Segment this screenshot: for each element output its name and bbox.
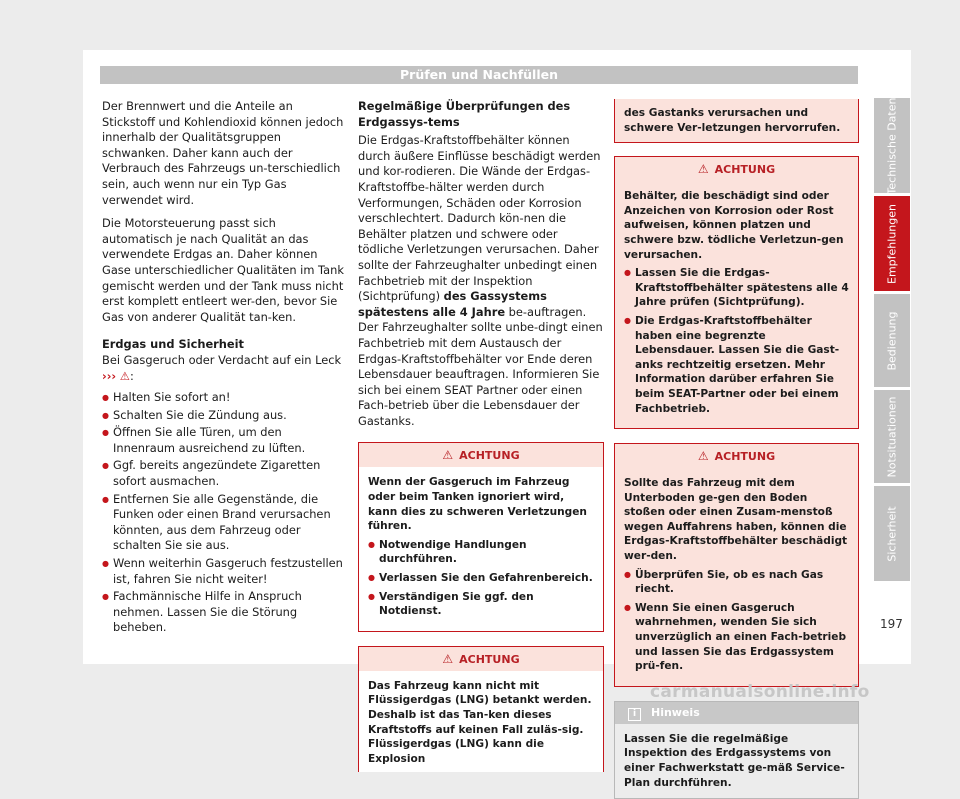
bullet-list [102,390,346,636]
warning-text: Sollte das Fahrzeug mit dem Unterboden ge-gen den Boden stoßen oder einen Zusam-menstoß wegen Auffahrens haben, können die Erdgas-Kraftstoffbehälter beschädigt wer-den. [624,477,848,563]
warning-text: Wenn der Gasgeruch im Fahrzeug oder beim Tanken ignoriert wird, kann dies zu schweren Verletzungen führen. [368,476,587,533]
reference-line: ››› ⚠: [102,368,134,383]
bullet-item: ● Wenn Sie einen Gasgeruch wahrnehmen, wenden Sie sich unverzüglich an einen Fach-betrieb und lassen Sie das Erdgassystem prü-fen. [624,601,849,674]
warning-header: ⚠ ACHTUNG [359,647,603,671]
paragraph: Die Motorsteuerung passt sich automatisch je nach Qualität an das verwendete Erdgas an. Daher können Gase unterschiedlicher Qualitäten im Tank gemischt werden und der Tank muss nicht erst komplett entleert wer-den, bevor Sie Gas von anderer Qualität tan-ken. [102,216,344,324]
bullet-item: ● Überprüfen Sie, ob es nach Gas riecht. [624,568,849,597]
bullet-item: ● Ggf. bereits angezündete Zigaretten sofort ausmachen. [102,458,346,489]
bullet-item: ● Wenn weiterhin Gasgeruch festzustellen ist, fahren Sie nicht weiter! [102,556,346,587]
warning-text: Das Fahrzeug kann nicht mit Flüssigerdgas (LNG) betankt werden. Deshalb ist das Tan-ken dieses Kraftstoffs auf keinen Fall zuläs-sig. Flüssigerdgas (LNG) kann die Explosion [359,671,603,773]
bullet-item: ● Verständigen Sie ggf. den Notdienst. [368,590,594,619]
tab-bedienung[interactable]: Bedienung [874,294,910,387]
warning-header: ⚠ ACHTUNG [615,444,858,468]
hint-header: i Hinweis [615,702,858,724]
bullet-list [624,568,849,674]
warning-triangle-icon: ⚠ [697,449,709,464]
section-heading: Regelmäßige Überprüfungen des Erdgassys-tems [358,99,571,129]
reference-arrows-icon[interactable]: ››› [102,368,117,383]
warning-text: Behälter, die beschädigt sind oder Anzeichen von Korrosion oder Rost aufweisen, können platzen und schwere bzw. tödliche Verletzun-gen verursachen. [624,190,844,261]
bullet-item: ● Fachmännische Hilfe in Anspruch nehmen. Lassen Sie die Störung beheben. [102,589,346,636]
warning-text: des Gastanks verursachen und schwere Ver-letzungen hervorrufen. [615,99,858,142]
tab-sicherheit[interactable]: Sicherheit [874,486,910,581]
page-header: Prüfen und Nachfüllen [100,66,858,84]
warning-box [614,443,859,687]
bullet-item: ● Die Erdgas-Kraftstoffbehälter haben eine begrenzte Lebensdauer. Lassen Sie die Gast-anks rechtzeitig ersetzen. Mehr Information darüber erfahren Sie beim SEAT-Partner oder bei einem Fachbetrieb. [624,314,849,416]
paragraph: Der Brennwert und die Anteile an Stickstoff und Kohlendioxid können jedoch innerhalb der Qualitätsgruppen schwanken. Daher kann auch der Verbrauch des Fahrzeugs un-terschiedlich sein, auch wenn nur ein Typ Gas verwendet wird. [102,99,344,207]
bullet-item: ● Öffnen Sie alle Türen, um den Innenraum ausreichend zu lüften. [102,425,346,456]
warning-triangle-icon: ⚠ [119,368,130,383]
section-heading: Erdgas und Sicherheit [102,337,244,352]
tab-technische-daten[interactable]: Technische Daten [874,98,910,193]
bullet-item: ● Halten Sie sofort an! [102,390,346,406]
warning-triangle-icon: ⚠ [442,448,454,463]
hint-box [614,701,859,799]
warning-header: ⚠ ACHTUNG [359,443,603,467]
info-icon: i [628,708,641,721]
bullet-item: ● Lassen Sie die Erdgas-Kraftstoffbehälter spätestens alle 4 Jahre prüfen (Sichtprüfung). [624,266,849,310]
warning-continuation [614,99,859,143]
bullet-list [368,538,594,619]
warning-body [615,181,858,428]
warning-triangle-icon: ⚠ [697,162,709,177]
bullet-list [624,266,849,416]
intro-line: Bei Gasgeruch oder Verdacht auf ein Leck [102,352,342,367]
warning-body [615,468,858,686]
column-middle [358,99,604,772]
bullet-item: ● Schalten Sie die Zündung aus. [102,408,346,424]
page-number: 197 [880,617,903,631]
watermark: carmanualsonline.info [650,682,870,702]
bullet-item: ● Entfernen Sie alle Gegenstände, die Funken oder einen Brand verursachen könnten, aus dem Fahrzeug oder schalten Sie sie aus. [102,492,346,554]
column-left [102,99,346,638]
warning-header: ⚠ ACHTUNG [615,157,858,181]
warning-box [358,646,604,773]
warning-box [358,442,604,631]
tab-notsituationen[interactable]: Notsituationen [874,390,910,483]
warning-triangle-icon: ⚠ [442,651,454,666]
bullet-item: ● Notwendige Handlungen durchführen. [368,538,594,567]
hint-text: Lassen Sie die regelmäßige Inspektion des Erdgassystems von einer Fachwerkstatt ge-mäß Service-Plan durchführen. [624,732,845,789]
bullet-item: ● Verlassen Sie den Gefahrenbereich. [368,571,594,586]
warning-box [614,156,859,429]
tab-empfehlungen[interactable]: Empfehlungen [874,196,910,291]
warning-body [359,467,603,630]
paragraph: Die Erdgas-Kraftstoffbehälter können durch äußere Einflüsse beschädigt werden und kor-rodieren. Die Wände der Erdgas-Kraftstoffbe-hälter werden durch Verformungen, Schäden oder Korrosion verschlechtert. Dadurch kön-nen die Behälter platzen und schwere oder tödliche Verletzungen verursachen. Daher sollte der Fahrzeughalter unbedingt einen Fachbetrieb mit der Inspektion (Sichtprüfung) des Gassystems spätestens alle 4 Jahre be-auftragen. Der Fahrzeughalter sollte unbe-dingt einen Fachbetrieb mit dem Austausch der Erdgas-Kraftstoffbehälter vor Ende deren Lebensdauer beauftragen. Informieren Sie sich bei einem SEAT Partner oder einen Fach-betrieb über die Lebensdauer der Gastanks. [358,133,603,428]
